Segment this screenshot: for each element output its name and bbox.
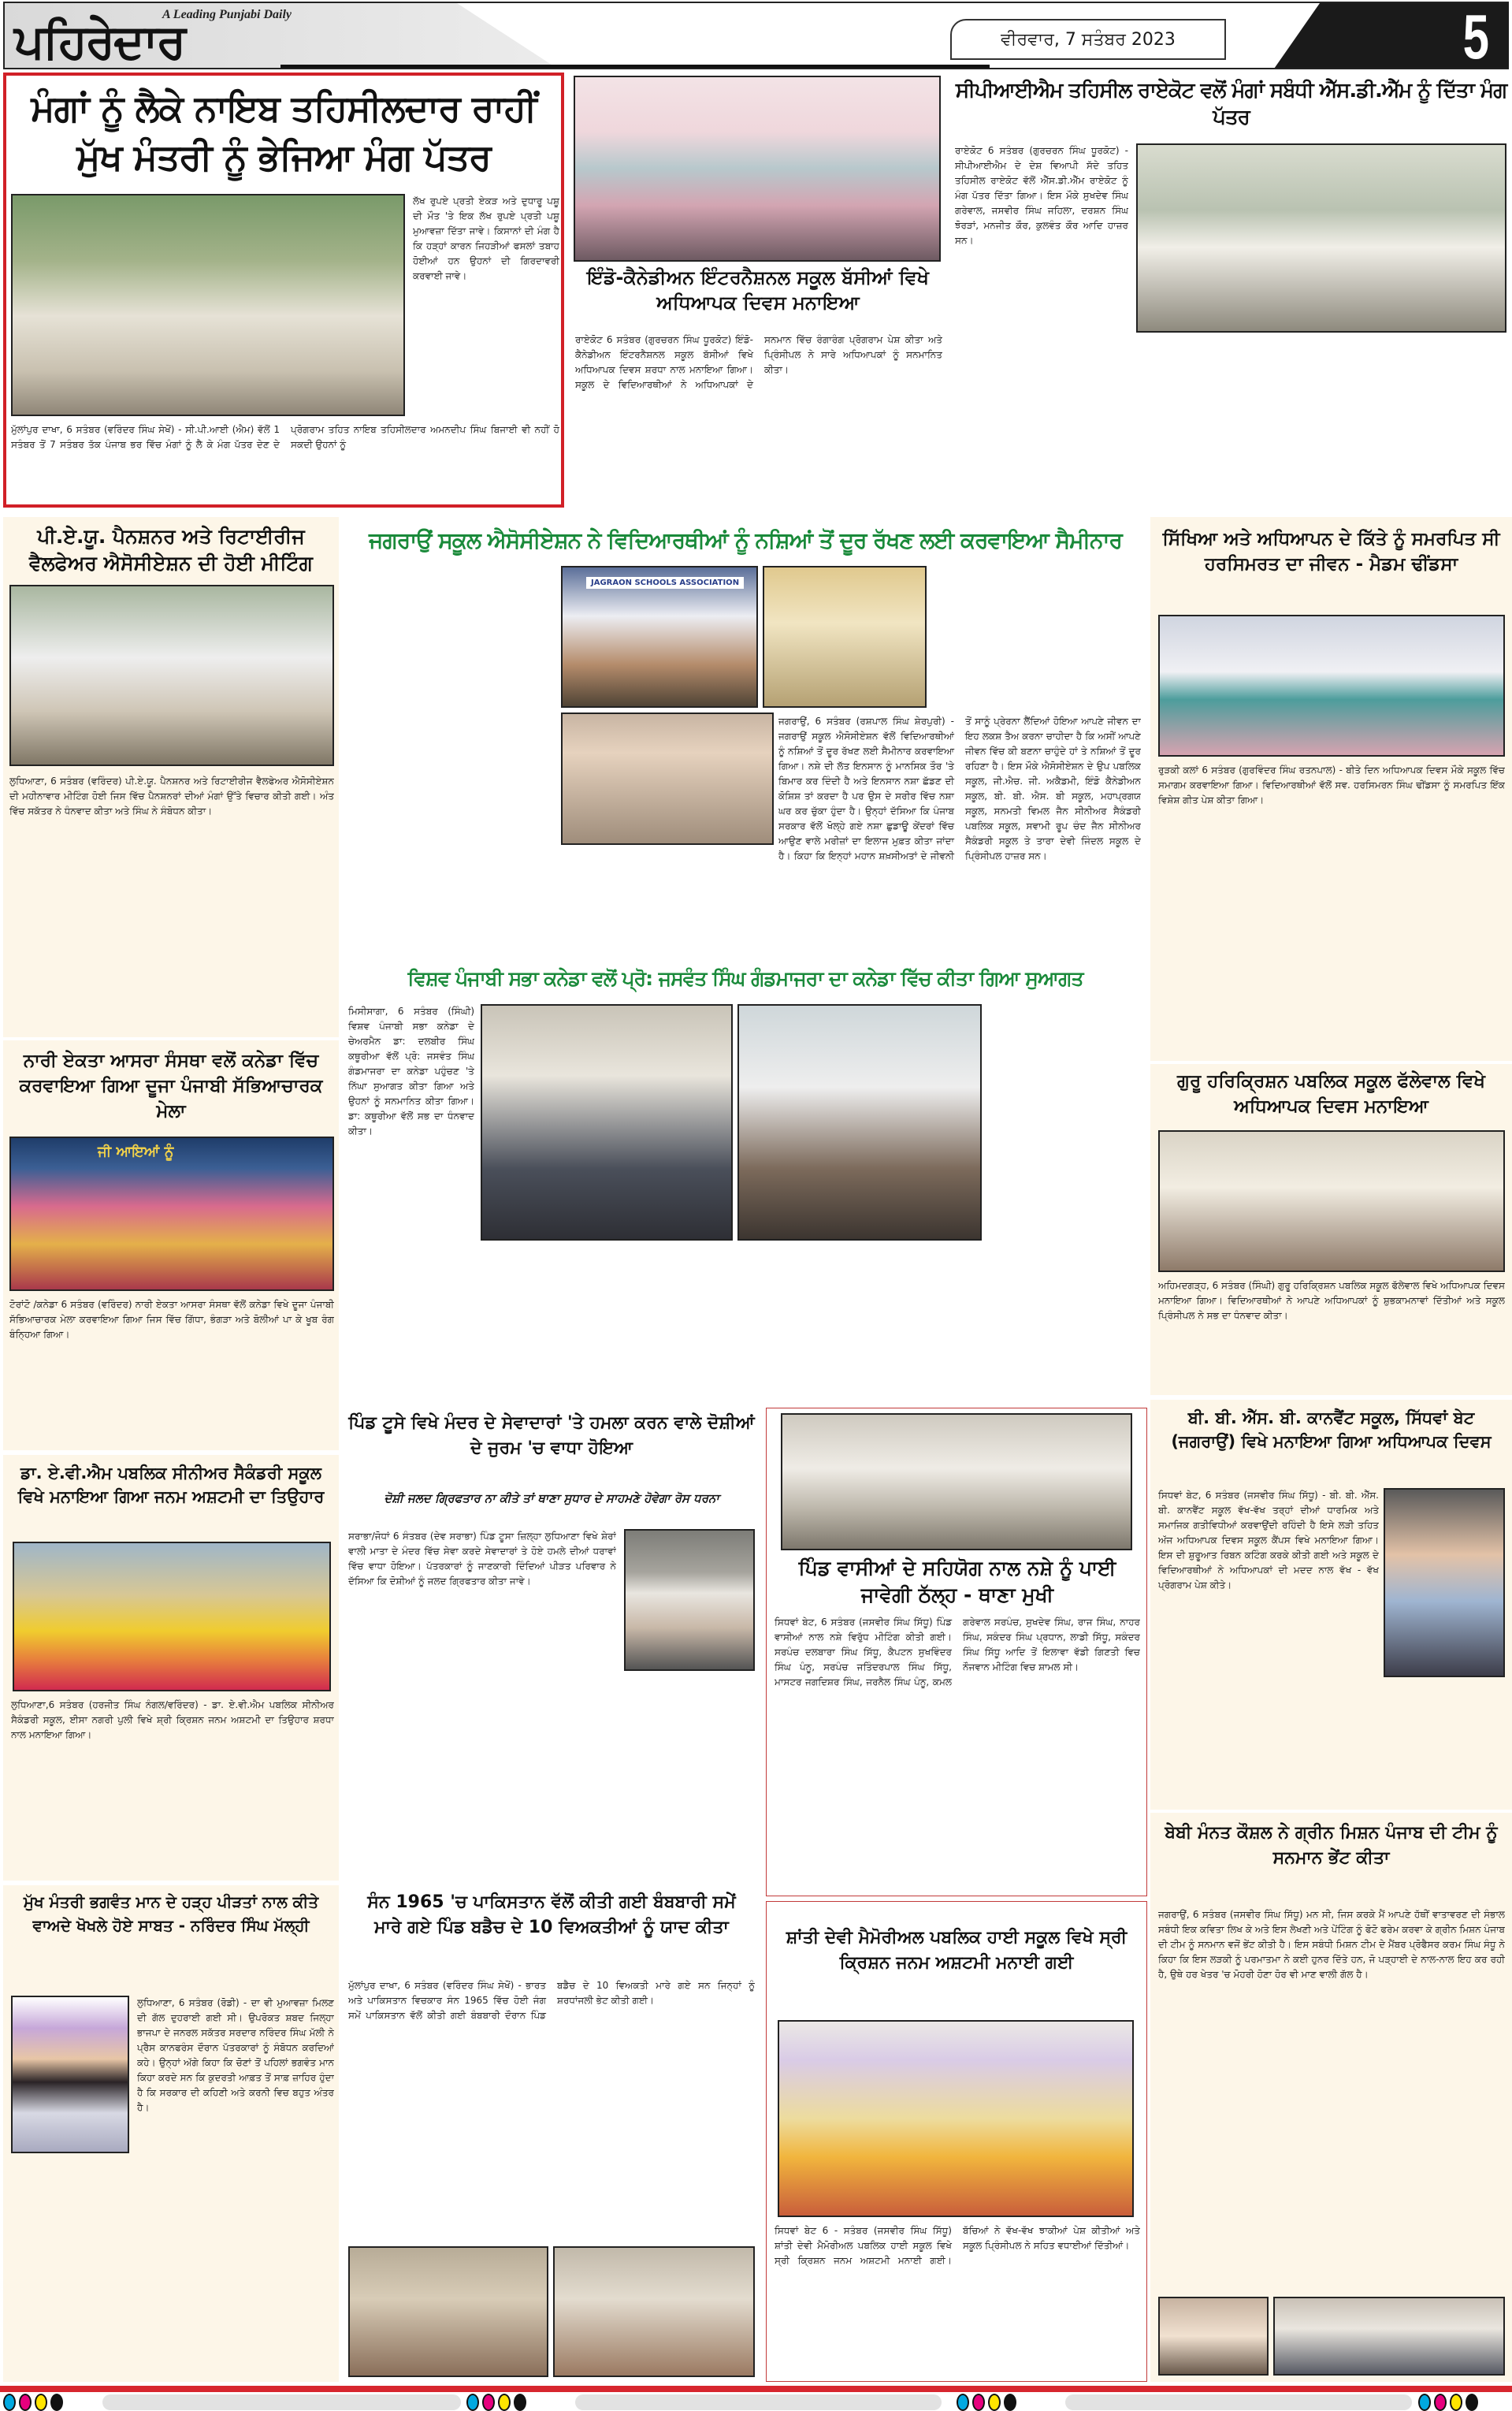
story-lead <box>3 73 564 508</box>
nasha-meeting-photo <box>781 1413 1132 1550</box>
reg-mark-yellow <box>988 2394 1001 2411</box>
nasha-headline: ਪਿੰਡ ਵਾਸੀਆਂ ਦੇ ਸਹਿਯੋਗ ਨਾਲ ਨਸ਼ੇ ਨੂੰ ਪਾਈ ਜਾਵੇਗੀ ਠੱਲ੍ਹ - ਥਾਣਾ ਮੁਖੀ <box>798 1557 1116 1606</box>
teachers-day-body: ਰਾਏਕੋਟ 6 ਸਤੰਬਰ (ਗੁਰਚਰਨ ਸਿੰਘ ਧੂਰਕੋਟ) ਇੰਡੋ-ਕੈਨੇਡੀਅਨ ਇੰਟਰਨੈਸ਼ਨਲ ਸਕੂਲ ਬੱਸੀਆਂ ਵਿਖੇ ਅਧਿਆਪਕ ਦਿਵਸ ਸ਼ਰਧਾ ਨਾਲ ਮਨਾਇਆ ਗਿਆ। ਸਕੂਲ ਦੇ ਵਿਦਿਆਰਥੀਆਂ ਨੇ ਅਧਿਆਪਕਾਂ ਦੇ ਸਨਮਾਨ ਵਿੱਚ ਰੰਗਾਰੰਗ ਪ੍ਰੋਗਰਾਮ ਪੇਸ਼ ਕੀਤਾ ਅਤੇ ਪ੍ਰਿੰਸੀਪਲ ਨੇ ਸਾਰੇ ਅਧਿਆਪਕਾਂ ਨੂੰ ਸਨਮਾਨਿਤ ਕੀਤਾ। <box>575 334 942 390</box>
vishav-photo-left <box>481 1004 733 1241</box>
shanti-devi-photo <box>778 2020 1134 2217</box>
jagraon-body-right <box>931 566 1141 708</box>
dav-ashtami-photo <box>13 1542 331 1691</box>
story-tusa-temple-attack <box>344 1408 760 1873</box>
jagraon-photo-audience <box>561 713 774 845</box>
nari-ekta-photo <box>9 1137 334 1291</box>
dhindsa-photo <box>1158 615 1505 757</box>
reg-mark-black <box>50 2394 63 2411</box>
dav-ashtami-headline: ਡਾ. ਏ.ਵੀ.ਐਮ ਪਬਲਿਕ ਸੀਨੀਅਰ ਸੈਕੰਡਰੀ ਸਕੂਲ ਵਿਖੇ ਮਨਾਇਆ ਗਿਆ ਜਨਮ ਅਸ਼ਟਮੀ ਦਾ ਤਿਉਹਾਰ <box>17 1464 325 1506</box>
nari-ekta-photo-banner: ਜੀ ਆਇਆਂ ਨੂੰ <box>98 1144 174 1160</box>
cpim-headline: ਸੀਪੀਆਈਐਮ ਤਹਿਸੀਲ ਰਾਏਕੋਟ ਵਲੋਂ ਮੰਗਾਂ ਸਬੰਧੀ ਐੱਸ.ਡੀ.ਐੱਮ ਨੂੰ ਦਿੱਤਾ ਮੰਗ ਪੱਤਰ <box>955 79 1507 129</box>
story-cpim-sdm <box>950 73 1512 514</box>
tusa-subhead: ਦੋਸ਼ੀ ਜਲਦ ਗ੍ਰਿਫਤਾਰ ਨਾ ਕੀਤੇ ਤਾਂ ਥਾਣਾ ਸੁਧਾਰ ਦੇ ਸਾਹਮਣੇ ਹੋਵੇਗਾ ਰੋਸ ਧਰਨਾ <box>384 1491 719 1505</box>
pakistan-body: ਮੁੱਲਾਂਪੁਰ ਦਾਖਾ, 6 ਸਤੰਬਰ (ਵਰਿੰਦਰ ਸਿੰਘ ਸੇਖੋਂ) - ਭਾਰਤ ਅਤੇ ਪਾਕਿਸਤਾਨ ਵਿਚਕਾਰ ਸੰਨ 1965 ਵਿੱਚ ਹੋਈ ਜੰਗ ਸਮੇਂ ਪਾਕਿਸਤਾਨ ਵੱਲੋਂ ਕੀਤੀ ਗਈ ਬੰਬਬਾਰੀ ਦੌਰਾਨ ਪਿੰਡ ਬਡੈਚ ਦੇ 10 ਵਿਅਕਤੀ ਮਾਰੇ ਗਏ ਸਨ ਜਿਨ੍ਹਾਂ ਨੂੰ ਸ਼ਰਧਾਂਜਲੀ ਭੇਟ ਕੀਤੀ ਗਈ। <box>348 1980 755 2021</box>
vishav-body-right <box>988 1004 1142 1390</box>
lead-headline-line2: ਮੁੱਖ ਮੰਤਰੀ ਨੂੰ ਭੇਜਿਆ ਮੰਗ ਪੱਤਰ <box>76 136 491 178</box>
guru-harkrishan-photo <box>1158 1130 1505 1272</box>
green-mission-photo-2 <box>1273 2297 1505 2376</box>
teachers-day-headline: ਇੰਡੋ-ਕੈਨੇਡੀਅਨ ਇੰਟਰਨੈਸ਼ਨਲ ਸਕੂਲ ਬੱਸੀਆਂ ਵਿਖੇ ਅਧਿਆਪਕ ਦਿਵਸ ਮਨਾਇਆ <box>587 266 929 314</box>
lead-body-top: ਲੱਖ ਰੁਪਏ ਪ੍ਰਤੀ ਏਕੜ ਅਤੇ ਦੁਧਾਰੂ ਪਸ਼ੂ ਦੀ ਮੌਤ 'ਤੇ ਇਕ ਲੱਖ ਰੁਪਏ ਪ੍ਰਤੀ ਪਸ਼ੂ ਮੁਆਵਜ਼ਾ ਦਿੱਤਾ ਜਾਵੇ। ਕਿਸਾਨਾਂ ਦੀ ਮੰਗ ਹੈ ਕਿ ਹੜ੍ਹਾਂ ਕਾਰਨ ਜਿਹੜੀਆਂ ਫਸਲਾਂ ਤਬਾਹ ਹੋਈਆਂ ਹਨ ਉਹਨਾਂ ਦੀ ਗਿਰਦਾਵਰੀ ਕਰਵਾਈ ਜਾਵੇ। <box>413 195 559 281</box>
reg-mark-magenta <box>482 2394 495 2411</box>
story-dav-ashtami <box>3 1455 339 1881</box>
shanti-devi-headline: ਸ਼ਾਂਤੀ ਦੇਵੀ ਮੈਮੋਰੀਅਲ ਪਬਲਿਕ ਹਾਈ ਸਕੂਲ ਵਿਖੇ ਸ੍ਰੀ ਕ੍ਰਿਸ਼ਨ ਜਨਮ ਅਸ਼ਟਮੀ ਮਨਾਈ ਗਈ <box>786 1928 1127 1973</box>
masthead <box>3 2 1509 69</box>
lead-headline <box>6 84 561 181</box>
guru-harkrishan-headline: ਗੁਰੂ ਹਰਿਕ੍ਰਿਸ਼ਨ ਪਬਲਿਕ ਸਕੂਲ ਫੱਲੇਵਾਲ ਵਿਖੇ ਅਧਿਆਪਕ ਦਿਵਸ ਮਨਾਇਆ <box>1177 1071 1485 1117</box>
green-mission-body: ਜਗਰਾਉਂ, 6 ਸਤੰਬਰ (ਜਸਵੀਰ ਸਿੰਘ ਸਿੱਧੂ) ਮਨ ਸੀ, ਜਿਸ ਕਰਕੇ ਮੈਂ ਆਪਣੇ ਹੱਥੀਂ ਵਾਤਾਵਰਣ ਦੀ ਸੰਭਾਲ ਸਬੰਧੀ ਇਕ ਕਵਿਤਾ ਲਿਖ ਕੇ ਅਤੇ ਇਸ ਲੇਖਣੀ ਅਤੇ ਪੇਂਟਿੰਗ ਨੂੰ ਫੋਟੋ ਫਰੇਮ ਕਰਵਾ ਕੇ ਗ੍ਰੀਨ ਮਿਸ਼ਨ ਪੰਜਾਬ ਦੀ ਟੀਮ ਨੂੰ ਸਨਮਾਨ ਵਜੋਂ ਭੇਂਟ ਕੀਤੀ ਹੈ। ਇਸ ਸਬੰਧੀ ਮਿਸ਼ਨ ਟੀਮ ਦੇ ਮੈਂਬਰ ਪ੍ਰੋਫੈਸਰ ਕਰਮ ਸਿੰਘ ਸੰਧੂ ਨੇ ਕਿਹਾ ਕਿ ਇਸ ਲੜਕੀ ਨੂੰ ਪਰਮਾਤਮਾ ਨੇ ਕਈ ਹੁਨਰ ਦਿੱਤੇ ਹਨ, ਜੋ ਪੜ੍ਹਾਈ ਦੇ ਨਾਲ-ਨਾਲ ਇਹ ਕਰ ਰਹੀ ਹੈ, ਉਥੇ ਹਰ ਖੇਤਰ 'ਚ ਮੋਹਰੀ ਹੋਣਾ ਹੋਰ ਵੀ ਮਾਣ ਵਾਲੀ ਗੱਲ ਹੈ। <box>1158 1909 1505 1980</box>
reg-mark-magenta <box>19 2394 32 2411</box>
jagraon-photo-stage <box>561 566 758 708</box>
cpim-body: ਰਾਏਕੋਟ 6 ਸਤੰਬਰ (ਗੁਰਚਰਨ ਸਿੰਘ ਧੂਰਕੋਟ) - ਸੀਪੀਆਈਐਮ ਦੇ ਦੇਸ਼ ਵਿਆਪੀ ਸੱਦੇ ਤਹਿਤ ਤਹਿਸੀਲ ਰਾਏਕੋਟ ਵੱਲੋਂ ਐੱਸ.ਡੀ.ਐੱਮ ਰਾਏਕੋਟ ਨੂੰ ਮੰਗ ਪੱਤਰ ਦਿੱਤਾ ਗਿਆ। ਇਸ ਮੌਕੇ ਸੁਖਦੇਵ ਸਿੰਘ ਗਰੇਵਾਲ, ਜਸਵੀਰ ਸਿੰਘ ਜਹਿਲਾ, ਦਰਸ਼ਨ ਸਿੰਘ ਝੋਰੜਾਂ, ਮਨਜੀਤ ਕੌਰ, ਕੁਲਵੰਤ ਕੌਰ ਆਦਿ ਹਾਜ਼ਰ ਸਨ। <box>955 145 1128 246</box>
vishav-headline: ਵਿਸ਼ਵ ਪੰਜਾਬੀ ਸਭਾ ਕਨੇਡਾ ਵਲੋਂ ਪ੍ਰੋ: ਜਸਵੰਤ ਸਿੰਘ ਗੰਡਮਾਜਰਾ ਦਾ ਕਨੇਡਾ ਵਿੱਚ ਕੀਤਾ ਗਿਆ ਸੁਆਗਤ <box>407 967 1083 990</box>
story-mann-promises <box>3 1885 339 2382</box>
masthead-rule <box>280 65 990 68</box>
reg-mark-yellow <box>498 2394 511 2411</box>
pau-body: ਲੁਧਿਆਣਾ, 6 ਸਤੰਬਰ (ਵਰਿੰਦਰ) ਪੀ.ਏ.ਯੂ. ਪੈਨਸ਼ਨਰ ਅਤੇ ਰਿਟਾਈਰੀਜ ਵੈਲਫੇਅਰ ਐਸੋਸੀਏਸ਼ਨ ਦੀ ਮਹੀਨਾਵਾਰ ਮੀਟਿੰਗ ਹੋਈ ਜਿਸ ਵਿੱਚ ਪੈਨਸ਼ਨਰਾਂ ਦੀਆਂ ਮੰਗਾਂ ਉੱਤੇ ਵਿਚਾਰ ਕੀਤੀ ਗਈ। ਅੰਤ ਵਿੱਚ ਸਕੱਤਰ ਨੇ ਧੰਨਵਾਦ ਕੀਤਾ ਅਤੇ ਸਿੰਘ ਨੇ ਸੰਬੋਧਨ ਕੀਤਾ। <box>9 776 334 817</box>
reg-mark-cyan <box>466 2394 479 2411</box>
story-guru-harkrishan <box>1150 1064 1512 1395</box>
story-dhindsa <box>1150 517 1512 1061</box>
story-nasha-thana-mukhi <box>766 1408 1147 1896</box>
tusa-portrait-photo <box>624 1529 755 1671</box>
jagraon-banner: JAGRAON SCHOOLS ASSOCIATION <box>586 577 744 589</box>
green-mission-photo-1 <box>1158 2297 1269 2376</box>
jagraon-headline: ਜਗਰਾਉਂ ਸਕੂਲ ਐਸੋਸੀਏਸ਼ਨ ਨੇ ਵਿਦਿਆਰਥੀਆਂ ਨੂੰ ਨਸ਼ਿਆਂ ਤੋਂ ਦੂਰ ਰੱਖਣ ਲਈ ਕਰਵਾਇਆ ਸੈਮੀਨਾਰ <box>369 527 1122 553</box>
nari-ekta-headline: ਨਾਰੀ ਏਕਤਾ ਆਸਰਾ ਸੰਸਥਾ ਵਲੋਂ ਕਨੇਡਾ ਵਿੱਚ ਕਰਵਾਇਆ ਗਿਆ ਦੂਜਾ ਪੰਜਾਬੀ ਸੱਭਿਆਚਾਰਕ ਮੇਲਾ <box>19 1051 323 1122</box>
pakistan-photo-1 <box>348 2246 548 2377</box>
story-bbsb-convent <box>1150 1400 1512 1810</box>
story-vishav-punjabi-sabha <box>344 958 1147 1400</box>
registration-grey-strip-2 <box>575 2394 942 2410</box>
dhindsa-body: ਰੁੜਕੀ ਕਲਾਂ 6 ਸਤੰਬਰ (ਗੁਰਵਿੰਦਰ ਸਿੰਘ ਰਤਨਪਾਲ) - ਬੀਤੇ ਦਿਨ ਅਧਿਆਪਕ ਦਿਵਸ ਮੌਕੇ ਸਕੂਲ ਵਿੱਚ ਸਮਾਗਮ ਕਰਵਾਇਆ ਗਿਆ। ਵਿਦਿਆਰਥੀਆਂ ਵੱਲੋਂ ਸਵ. ਹਰਸਿਮਰਨ ਸਿੰਘ ਢੀਂਡਸਾ ਨੂੰ ਸਮਰਪਿਤ ਇੱਕ ਵਿਸ਼ੇਸ਼ ਗੀਤ ਪੇਸ਼ ਕੀਤਾ ਗਿਆ। <box>1158 765 1505 806</box>
registration-marks-4 <box>1418 2394 1478 2411</box>
nasha-body: ਸਿਧਵਾਂ ਬੇਟ, 6 ਸਤੰਬਰ (ਜਸਵੀਰ ਸਿੰਘ ਸਿੱਧੂ) ਪਿੰਡ ਵਾਸੀਆਂ ਨਾਲ ਨਸ਼ੇ ਵਿਰੁੱਧ ਮੀਟਿੰਗ ਕੀਤੀ ਗਈ। ਸਰਪੰਚ ਦਲਬਾਰਾ ਸਿੰਘ ਸਿੱਧੂ, ਕੈਪਟਨ ਸੁਖਵਿੰਦਰ ਸਿੰਘ ਪੰਨੂ, ਸਰਪੰਚ ਜਤਿੰਦਰਪਾਲ ਸਿੰਘ ਸਿੱਧੂ, ਮਾਸਟਰ ਜਗਦਿਸ਼ਰ ਸਿੰਘ, ਜਰਨੈਲ ਸਿੰਘ ਪੰਨੂ, ਕਮਲ ਗਰੇਵਾਲ ਸਰਪੰਚ, ਸੁਖਦੇਵ ਸਿੰਘ, ਰਾਜ ਸਿੰਘ, ਨਾਹਰ ਸਿੰਘ, ਸਕੰਦਰ ਸਿੰਘ ਪ੍ਰਧਾਨ, ਲਾਡੀ ਸਿੱਧੂ, ਸਕੰਦਰ ਸਿੰਘ ਸਿੱਧੂ ਆਦਿ ਤੋਂ ਇਲਾਵਾ ਵੱਡੀ ਗਿਣਤੀ ਵਿਚ ਨੌਜਵਾਨ ਮੀਟਿੰਗ ਵਿਚ ਸ਼ਾਮਲ ਸੀ। <box>775 1617 1140 1687</box>
reg-mark-magenta <box>1434 2394 1447 2411</box>
teachers-day-photo <box>574 76 941 262</box>
reg-mark-cyan <box>3 2394 16 2411</box>
dav-ashtami-body: ਲੁਧਿਆਣਾ,6 ਸਤੰਬਰ (ਹਰਜੀਤ ਸਿੰਘ ਨੰਗਲ/ਵਰਿੰਦਰ) - ਡਾ. ਏ.ਵੀ.ਐਮ ਪਬਲਿਕ ਸੀਨੀਅਰ ਸੈਕੰਡਰੀ ਸਕੂਲ, ਈਸਾ ਨਗਰੀ ਪੁਲੀ ਵਿਖੇ ਸ਼੍ਰੀ ਕ੍ਰਿਸ਼ਨ ਜਨਮ ਅਸ਼ਟਮੀ ਦਾ ਤਿਉਹਾਰ ਸ਼ਰਧਾ ਨਾਲ ਮਨਾਇਆ ਗਿਆ। <box>11 1699 334 1740</box>
vishav-body: ਮਿਸੀਸਾਗਾ, 6 ਸਤੰਬਰ (ਸਿੰਘੀ) ਵਿਸ਼ਵ ਪੰਜਾਬੀ ਸਭਾ ਕਨੇਡਾ ਦੇ ਚੇਅਰਮੈਨ ਡਾ: ਦਲਬੀਰ ਸਿੰਘ ਕਥੂਰੀਆ ਵੱਲੋਂ ਪ੍ਰੋ: ਜਸਵੰਤ ਸਿੰਘ ਗੰਡਮਾਜਰਾ ਦਾ ਕਨੇਡਾ ਪਹੁੰਚਣ 'ਤੇ ਨਿੱਘਾ ਸੁਆਗਤ ਕੀਤਾ ਗਿਆ ਅਤੇ ਉਹਨਾਂ ਨੂੰ ਸਨਮਾਨਿਤ ਕੀਤਾ ਗਿਆ। ਡਾ: ਕਥੂਰੀਆ ਵੱਲੋਂ ਸਭ ਦਾ ਧੰਨਵਾਦ ਕੀਤਾ। <box>348 1006 474 1137</box>
story-shanti-devi <box>766 1901 1147 2382</box>
bbsb-headline: ਬੀ. ਬੀ. ਐੱਸ. ਬੀ. ਕਾਨਵੈਂਟ ਸਕੂਲ, ਸਿੱਧਵਾਂ ਬੇਟ (ਜਗਰਾਉਂ) ਵਿਖੇ ਮਨਾਇਆ ਗਿਆ ਅਧਿਆਪਕ ਦਿਵਸ <box>1171 1408 1492 1451</box>
reg-mark-black <box>1466 2394 1478 2411</box>
reg-mark-yellow <box>1450 2394 1462 2411</box>
reg-mark-cyan <box>1418 2394 1431 2411</box>
story-indo-canadian-teachers-day <box>569 73 947 514</box>
dhindsa-headline: ਸਿੱਖਿਆ ਅਤੇ ਅਧਿਆਪਨ ਦੇ ਕਿੱਤੇ ਨੂੰ ਸਮਰਪਿਤ ਸੀ ਹਰਸਿਮਰਤ ਦਾ ਜੀਵਨ - ਮੈਡਮ ਢੀਂਡਸਾ <box>1162 529 1500 575</box>
story-pakistan-1965 <box>344 1884 760 2382</box>
bbsb-body: ਸਿਧਵਾਂ ਬੇਟ, 6 ਸਤੰਬਰ (ਜਸਵੀਰ ਸਿੰਘ ਸਿੱਧੂ) - ਬੀ. ਬੀ. ਐੱਸ. ਬੀ. ਕਾਨਵੈਂਟ ਸਕੂਲ ਵੱਖ-ਵੱਖ ਤਰ੍ਹਾਂ ਦੀਆਂ ਧਾਰਮਿਕ ਅਤੇ ਸਮਾਜਿਕ ਗਤੀਵਿਧੀਆਂ ਕਰਵਾਉਂਦੀ ਰਹਿੰਦੀ ਹੈ ਇਸੇ ਲੜੀ ਤਹਿਤ ਅੱਜ ਅਧਿਆਪਕ ਦਿਵਸ ਸਕੂਲ ਕੈਂਪਸ ਵਿਖੇ ਮਨਾਇਆ ਗਿਆ। ਇਸ ਦੀ ਸ਼ੁਰੂਆਤ ਰਿਬਨ ਕਟਿੰਗ ਕਰਕੇ ਕੀਤੀ ਗਈ ਅਤੇ ਸਕੂਲ ਦੇ ਵਿਦਿਆਰਥੀਆਂ ਨੇ ਅਧਿਆਪਕਾਂ ਦੀ ਮਦਦ ਨਾਲ ਵੱਖ - ਵੱਖ ਪ੍ਰੋਗਰਾਮ ਪੇਸ਼ ਕੀਤੇ। <box>1158 1490 1379 1591</box>
reg-mark-black <box>1004 2394 1016 2411</box>
lead-photo-group <box>11 194 405 416</box>
lead-headline-line1: ਮੰਗਾਂ ਨੂੰ ਲੈਕੇ ਨਾਇਬ ਤਹਿਸੀਲਦਾਰ ਰਾਹੀਂ <box>31 87 537 129</box>
guru-harkrishan-body: ਅਹਿਮਦਗੜ੍ਹ, 6 ਸਤੰਬਰ (ਸਿੰਘੀ) ਗੁਰੂ ਹਰਿਕ੍ਰਿਸ਼ਨ ਪਬਲਿਕ ਸਕੂਲ ਫੱਲੇਵਾਲ ਵਿਖੇ ਅਧਿਆਪਕ ਦਿਵਸ ਮਨਾਇਆ ਗਿਆ। ਵਿਦਿਆਰਥੀਆਂ ਨੇ ਆਪਣੇ ਅਧਿਆਪਕਾਂ ਨੂੰ ਸ਼ੁਭਕਾਮਨਾਵਾਂ ਦਿੱਤੀਆਂ ਅਤੇ ਸਕੂਲ ਪ੍ਰਿੰਸੀਪਲ ਨੇ ਸਭ ਦਾ ਧੰਨਵਾਦ ਕੀਤਾ। <box>1158 1280 1505 1321</box>
story-pau-pensioners <box>3 517 339 1037</box>
tusa-headline: ਪਿੰਡ ਟੂਸੇ ਵਿਖੇ ਮੰਦਰ ਦੇ ਸੇਵਾਦਾਰਾਂ 'ਤੇ ਹਮਲਾ ਕਰਨ ਵਾਲੇ ਦੋਸ਼ੀਆਂ ਦੇ ਜੁਰਮ 'ਚ ਵਾਧਾ ਹੋਇਆ <box>348 1413 755 1458</box>
bbsb-photo <box>1384 1488 1505 1677</box>
green-mission-headline: ਬੇਬੀ ਮੰਨਤ ਕੌਸ਼ਲ ਨੇ ਗ੍ਰੀਨ ਮਿਸ਼ਨ ਪੰਜਾਬ ਦੀ ਟੀਮ ਨੂੰ ਸਨਮਾਨ ਭੇਂਟ ਕੀਤਾ <box>1165 1823 1498 1868</box>
registration-grey-strip-1 <box>102 2394 461 2410</box>
newspaper-tagline: A Leading Punjabi Daily <box>162 8 292 21</box>
jagraon-body-left <box>348 566 556 944</box>
footer-red-rule <box>0 2386 1512 2392</box>
mann-body: ਲੁਧਿਆਣਾ, 6 ਸਤੰਬਰ (ਰੋਡੀ) - ਦਾ ਵੀ ਮੁਆਵਜ਼ਾ ਮਿਲਣ ਦੀ ਗੱਲ ਦੁਹਰਾਈ ਗਈ ਸੀ। ਉਪਰੋਕਤ ਸ਼ਬਦ ਜਿਲ੍ਹਾ ਭਾਜਪਾ ਦੇ ਜਨਰਲ ਸਕੱਤਰ ਸਰਦਾਰ ਨਰਿੰਦਰ ਸਿੰਘ ਮੱਲੀ ਨੇ ਪ੍ਰੈਸ ਕਾਨਫਰੰਸ ਦੌਰਾਨ ਪੱਤਰਕਾਰਾਂ ਨੂੰ ਸੰਬੋਧਨ ਕਰਦਿਆਂ ਕਹੇ। ਉਨ੍ਹਾਂ ਅੱਗੇ ਕਿਹਾ ਕਿ ਚੋਣਾਂ ਤੋਂ ਪਹਿਲਾਂ ਭਗਵੰਤ ਮਾਨ ਕਿਹਾ ਕਰਦੇ ਸਨ ਕਿ ਕੁਦਰਤੀ ਆਫ਼ਤ ਤੋਂ ਸਾਫ਼ ਜ਼ਾਹਿਰ ਹੁੰਦਾ ਹੈ ਕਿ ਸਰਕਾਰ ਦੀ ਕਹਿਣੀ ਅਤੇ ਕਰਨੀ ਵਿਚ ਬਹੁਤ ਅੰਤਰ ਹੈ। <box>137 1997 334 2113</box>
reg-mark-magenta <box>972 2394 985 2411</box>
registration-grey-strip-3 <box>1065 2394 1412 2410</box>
registration-marks-3 <box>957 2394 1016 2411</box>
story-green-mission <box>1150 1813 1512 2382</box>
vishav-body-bottom <box>481 1245 982 1395</box>
issue-date: ਵੀਰਵਾਰ, 7 ਸਤੰਬਰ 2023 <box>950 19 1226 60</box>
cpim-photo <box>1136 143 1506 333</box>
registration-marks-1 <box>3 2394 63 2411</box>
mann-headline: ਮੁੱਖ ਮੰਤਰੀ ਭਗਵੰਤ ਮਾਨ ਦੇ ਹੜ੍ਹ ਪੀੜਤਾਂ ਨਾਲ ਕੀਤੇ ਵਾਅਦੇ ਖੋਖਲੇ ਹੋਏ ਸਾਬਤ - ਨਰਿੰਦਰ ਸਿੰਘ ਮੱਲ੍ਹੀ <box>23 1892 319 1935</box>
shanti-devi-body: ਸਿਧਵਾਂ ਬੇਟ 6 - ਸਤੰਬਰ (ਜਸਵੀਰ ਸਿੰਘ ਸਿੱਧੂ) ਸ਼ਾਂਤੀ ਦੇਵੀ ਮੈਮੋਰੀਅਲ ਪਬਲਿਕ ਹਾਈ ਸਕੂਲ ਵਿਖੇ ਸ੍ਰੀ ਕ੍ਰਿਸ਼ਨ ਜਨਮ ਅਸ਼ਟਮੀ ਮਨਾਈ ਗਈ। ਬੱਚਿਆਂ ਨੇ ਵੱਖ-ਵੱਖ ਝਾਕੀਆਂ ਪੇਸ਼ ਕੀਤੀਆਂ ਅਤੇ ਸਕੂਲ ਪ੍ਰਿੰਸੀਪਲ ਨੇ ਸਹਿਤ ਵਧਾਈਆਂ ਦਿੱਤੀਆਂ। <box>775 2225 1140 2266</box>
pakistan-photo-2 <box>553 2246 755 2377</box>
vishav-photo-right <box>737 1004 982 1241</box>
reg-mark-black <box>514 2394 526 2411</box>
cpim-body-cont <box>1136 339 1506 508</box>
story-jagraon-seminar <box>344 517 1147 951</box>
reg-mark-yellow <box>35 2394 47 2411</box>
pau-photo <box>9 585 334 766</box>
jagraon-photo-students <box>763 566 927 708</box>
page-number: 5 <box>1462 2 1489 69</box>
pau-headline: ਪੀ.ਏ.ਯੂ. ਪੈਨਸ਼ਨਰ ਅਤੇ ਰਿਟਾਈਰੀਜ ਵੈਲਫੇਅਰ ਐਸੋਸੀਏਸ਼ਨ ਦੀ ਹੋਈ ਮੀਟਿੰਗ <box>29 525 313 575</box>
newspaper-logo: ਪਹਿਰੇਦਾਰ <box>14 14 185 69</box>
nari-ekta-body: ਟੋਰਾਂਟੋ /ਕਨੇਡਾ 6 ਸਤੰਬਰ (ਵਰਿੰਦਰ) ਨਾਰੀ ਏਕਤਾ ਆਸਰਾ ਸੰਸਥਾ ਵੱਲੋਂ ਕਨੇਡਾ ਵਿਖੇ ਦੂਜਾ ਪੰਜਾਬੀ ਸੱਭਿਆਚਾਰਕ ਮੇਲਾ ਕਰਵਾਇਆ ਗਿਆ ਜਿਸ ਵਿੱਚ ਗਿੱਧਾ, ਭੰਗੜਾ ਅਤੇ ਬੋਲੀਆਂ ਪਾ ਕੇ ਖੂਬ ਰੰਗ ਬੰਨ੍ਹਿਆ ਗਿਆ। <box>9 1299 334 1340</box>
tusa-body: ਸਰਾਭਾ/ਜੋਧਾਂ 6 ਸੰਤਬਰ (ਦੇਵ ਸਰਾਭਾ) ਪਿੰਡ ਟੂਸਾ ਜ਼ਿਲ੍ਹਾ ਲੁਧਿਆਣਾ ਵਿਖੇ ਸ਼ੇਰਾਂ ਵਾਲੀ ਮਾਤਾ ਦੇ ਮੰਦਰ ਵਿੱਚ ਸੇਵਾ ਕਰਦੇ ਸੇਵਾਦਾਰਾਂ ਤੇ ਹੋਏ ਹਮਲੇ ਦੀਆਂ ਧਰਾਵਾਂ ਵਿੱਚ ਵਾਧਾ ਹੋਇਆ। ਪੱਤਰਕਾਰਾਂ ਨੂੰ ਜਾਣਕਾਰੀ ਦਿੰਦਿਆਂ ਪੀੜਤ ਪਰਿਵਾਰ ਨੇ ਦੱਸਿਆ ਕਿ ਦੋਸ਼ੀਆਂ ਨੂੰ ਜਲਦ ਗ੍ਰਿਫਤਾਰ ਕੀਤਾ ਜਾਵੇ। <box>348 1531 616 1587</box>
malli-portrait-photo <box>11 1996 129 2153</box>
registration-marks-2 <box>466 2394 526 2411</box>
story-nari-ekta <box>3 1040 339 1450</box>
lead-body-bottom: ਮੁੱਲਾਂਪੁਰ ਦਾਖਾ, 6 ਸਤੰਬਰ (ਵਰਿੰਦਰ ਸਿੰਘ ਸੇਖੋਂ) - ਸੀ.ਪੀ.ਆਈ (ਐਮ) ਵੱਲੋਂ 1 ਸਤੰਬਰ ਤੋਂ 7 ਸਤੰਬਰ ਤੱਕ ਪੰਜਾਬ ਭਰ ਵਿੱਚ ਮੰਗਾਂ ਨੂੰ ਲੈ ਕੇ ਮੰਗ ਪੱਤਰ ਦੇਣ ਦੇ ਪ੍ਰੋਗਰਾਮ ਤਹਿਤ ਨਾਇਬ ਤਹਿਸੀਲਦਾਰ ਅਮਨਦੀਪ ਸਿੰਘ ਬਿਜਾਈ ਵੀ ਨਹੀਂ ਹੋ ਸਕਦੀ ਉਹਨਾਂ ਨੂੰ <box>11 424 559 450</box>
pakistan-headline: ਸੰਨ 1965 'ਚ ਪਾਕਿਸਤਾਨ ਵੱਲੋਂ ਕੀਤੀ ਗਈ ਬੰਬਬਾਰੀ ਸਮੇਂ ਮਾਰੇ ਗਏ ਪਿੰਡ ਬਡੈਚ ਦੇ 10 ਵਿਅਕਤੀਆਂ ਨੂੰ ਯਾਦ ਕੀਤਾ <box>367 1892 736 1937</box>
jagraon-body: ਜਗਰਾਉਂ, 6 ਸਤੰਬਰ (ਰਸ਼ਪਾਲ ਸਿੰਘ ਸ਼ੇਰਪੁਰੀ) - ਜਗਰਾਉਂ ਸਕੂਲ ਐਸੋਸੀਏਸ਼ਨ ਵੱਲੋਂ ਵਿਦਿਆਰਥੀਆਂ ਨੂੰ ਨਸ਼ਿਆਂ ਤੋਂ ਦੂਰ ਰੱਖਣ ਲਈ ਸੈਮੀਨਾਰ ਕਰਵਾਇਆ ਗਿਆ। ਨਸ਼ੇ ਦੀ ਲੱਤ ਇਨਸਾਨ ਨੂੰ ਮਾਨਸਿਕ ਤੌਰ 'ਤੇ ਬਿਮਾਰ ਕਰ ਦਿੰਦੀ ਹੈ ਅਤੇ ਇਨਸਾਨ ਨਸ਼ਾ ਛੱਡਣ ਦੀ ਕੋਸ਼ਿਸ਼ ਤਾਂ ਕਰਦਾ ਹੈ ਪਰ ਉਸ ਦੇ ਸਰੀਰ ਵਿੱਚ ਨਸ਼ਾ ਘਰ ਕਰ ਚੁੱਕਾ ਹੁੰਦਾ ਹੈ। ਉਨ੍ਹਾਂ ਦੱਸਿਆ ਕਿ ਪੰਜਾਬ ਸਰਕਾਰ ਵੱਲੋਂ ਖੋਲ੍ਹੇ ਗਏ ਨਸ਼ਾ ਛੁਡਾਊ ਕੇਂਦਰਾਂ ਵਿੱਚ ਆਉਣ ਵਾਲੇ ਮਰੀਜ਼ਾਂ ਦਾ ਇਲਾਜ ਮੁਫ਼ਤ ਕੀਤਾ ਜਾਂਦਾ ਹੈ। ਕਿਹਾ ਕਿ ਇਨ੍ਹਾਂ ਮਹਾਨ ਸ਼ਖ਼ਸੀਅਤਾਂ ਦੇ ਜੀਵਨੀ ਤੋਂ ਸਾਨੂੰ ਪ੍ਰੇਰਨਾ ਲੈਂਦਿਆਂ ਹੋਇਆ ਆਪਣੇ ਜੀਵਨ ਦਾ ਇਹ ਲਕਸ਼ ਤੈਅ ਕਰਨਾ ਚਾਹੀਦਾ ਹੈ ਕਿ ਅਸੀਂ ਆਪਣੇ ਜੀਵਨ ਵਿੱਚ ਕੀ ਬਣਨਾ ਚਾਹੁੰਦੇ ਹਾਂ ਤੇ ਨਸ਼ਿਆਂ ਤੋਂ ਦੂਰ ਰਹਿਣਾ ਹੈ। ਇਸ ਮੌਕੇ ਐਸੋਸੀਏਸ਼ਨ ਦੇ ਉਪ ਪਬਲਿਕ ਸਕੂਲ, ਜੀ.ਐਚ. ਜੀ. ਅਕੈਡਮੀ, ਇੰਡੋ ਕੈਨੇਡੀਅਨ ਸਕੂਲ, ਬੀ. ਬੀ. ਐਸ. ਬੀ ਸਕੂਲ, ਮਹਾਪ੍ਰਗਯ ਸਕੂਲ, ਸਨਮਤੀ ਵਿਮਲ ਜੈਨ ਸੀਨੀਅਰ ਸੈਕੰਡਰੀ ਪਬਲਿਕ ਸਕੂਲ, ਸਵਾਮੀ ਰੂਪ ਚੰਦ ਜੈਨ ਸੀਨੀਅਰ ਸੈਕੰਡਰੀ ਸਕੂਲ ਤੇ ਤਾਰਾ ਦੇਵੀ ਜਿੰਦਲ ਸਕੂਲ ਦੇ ਪ੍ਰਿੰਸੀਪਲ ਹਾਜ਼ਰ ਸਨ। <box>778 716 1141 861</box>
tusa-body-right <box>624 1676 755 1865</box>
reg-mark-cyan <box>957 2394 969 2411</box>
